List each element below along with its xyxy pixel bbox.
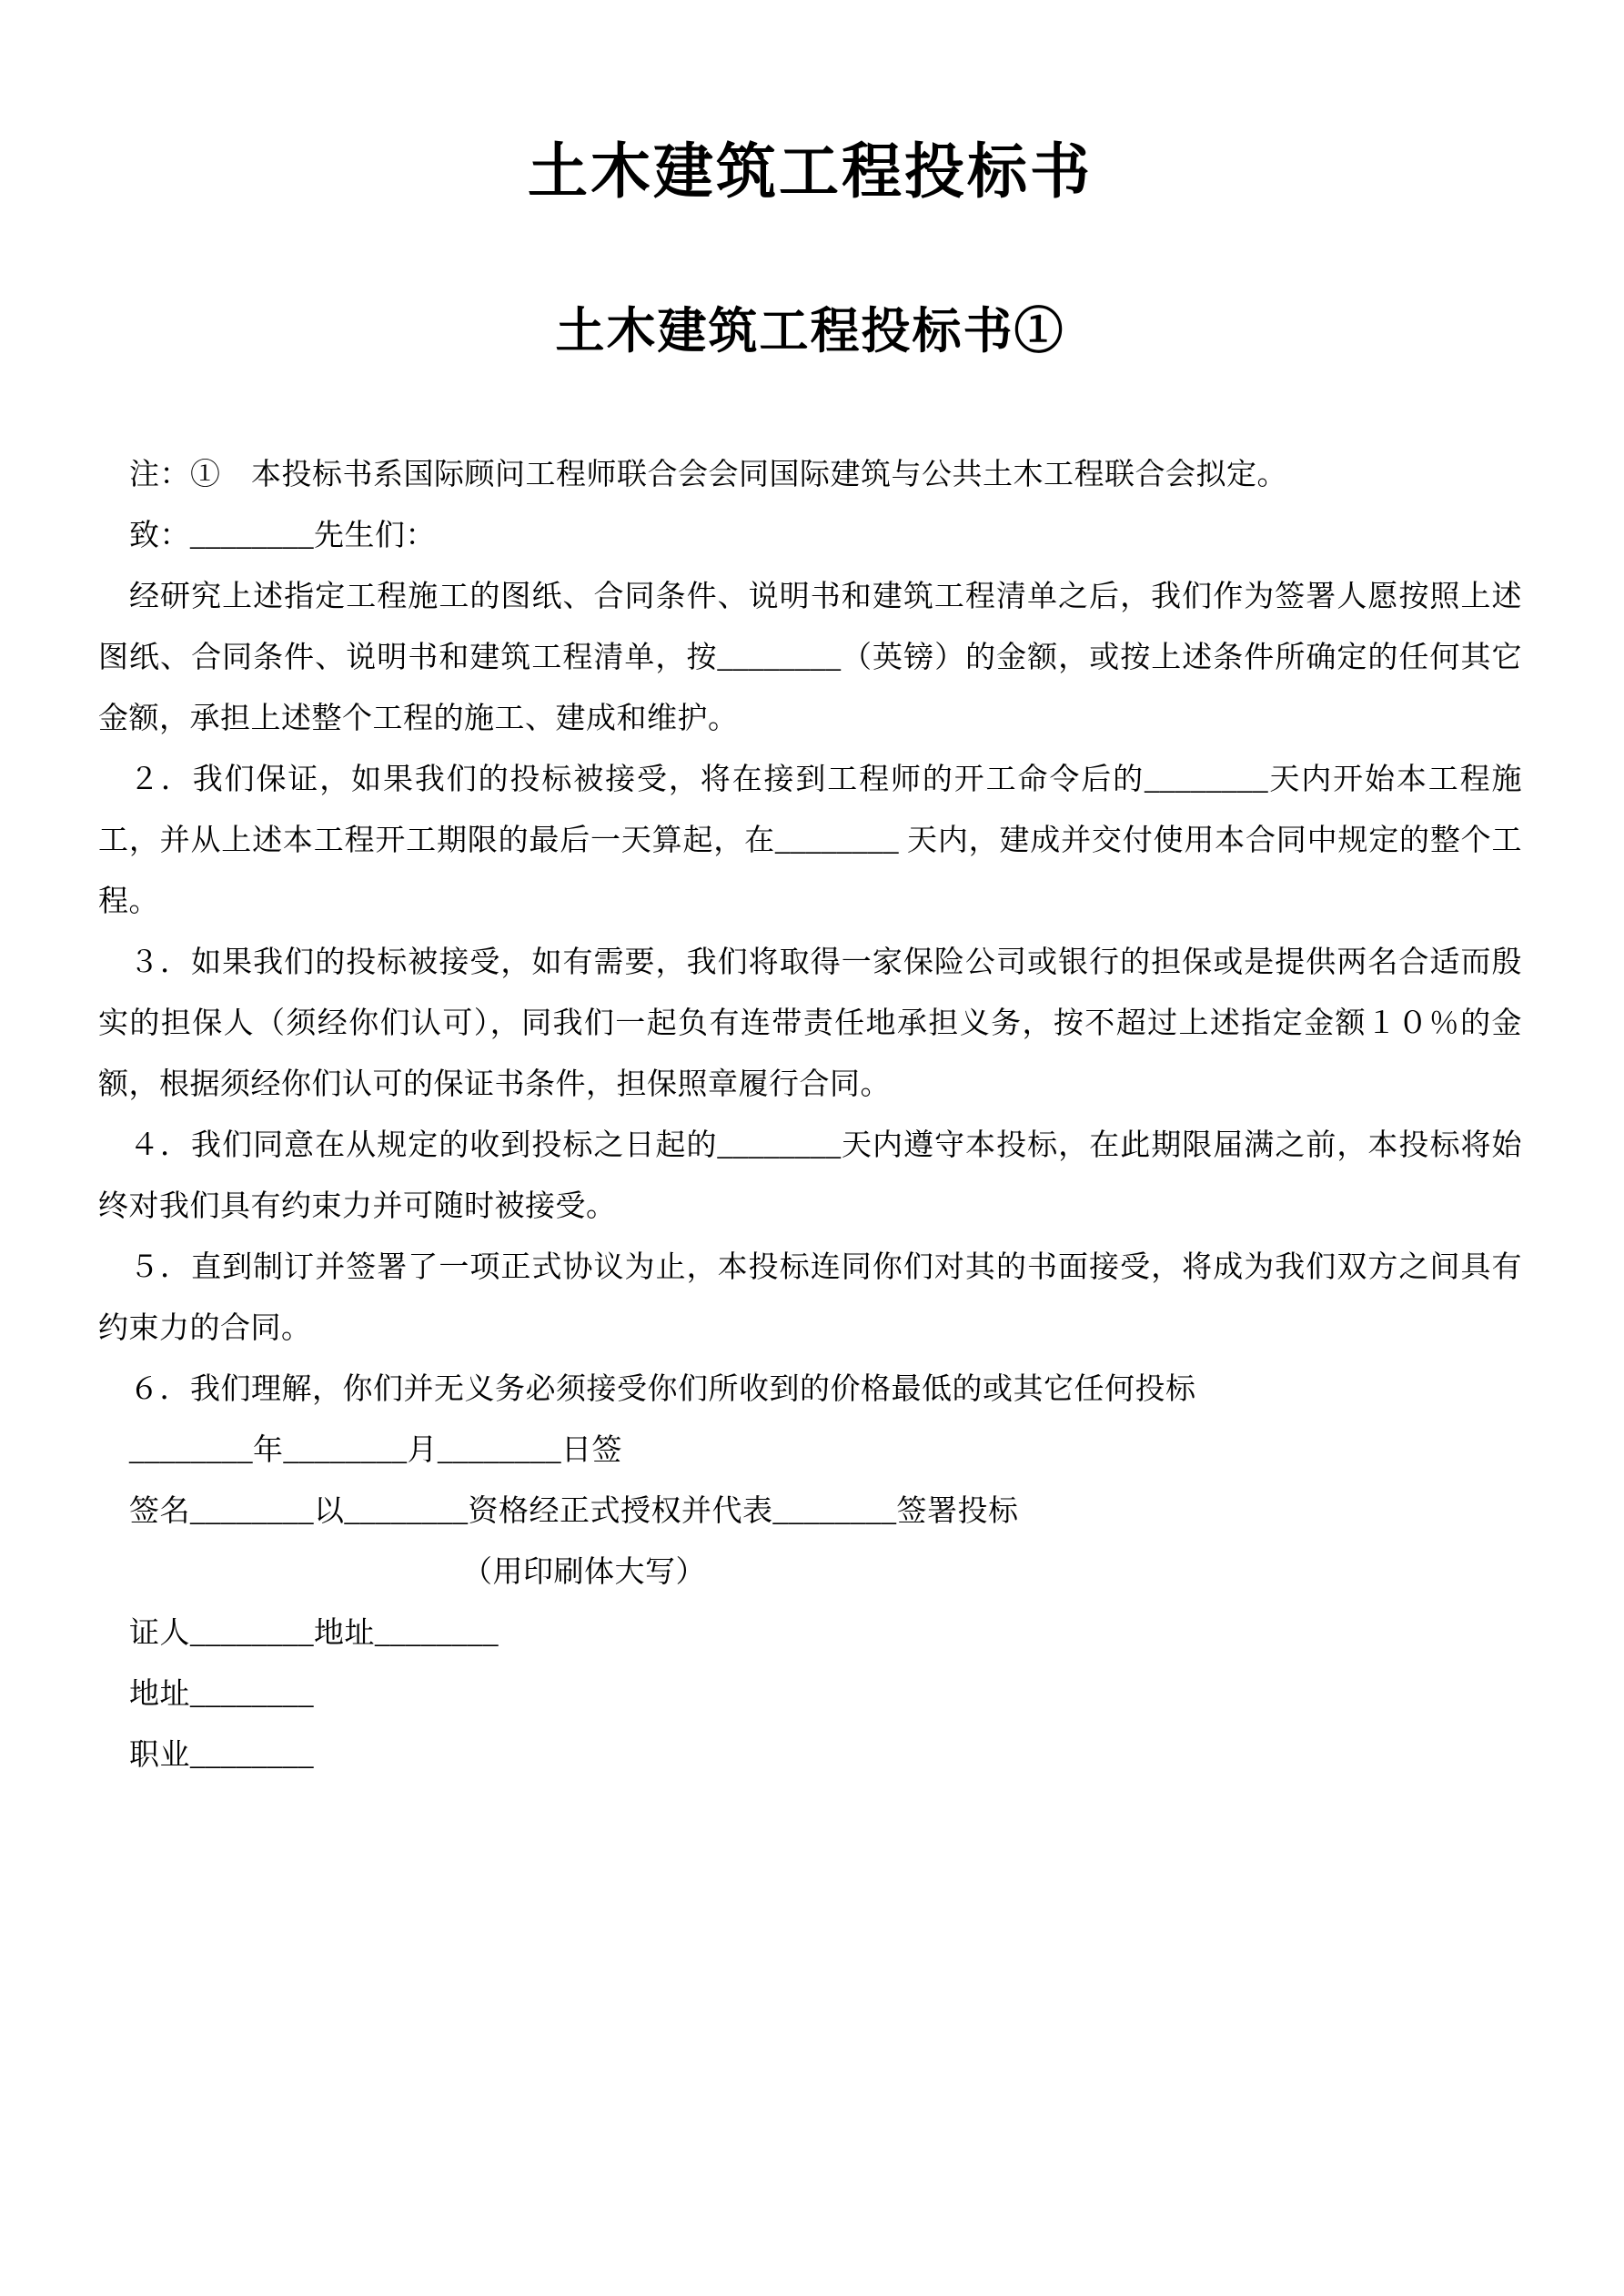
clause-2: ２．我们保证，如果我们的投标被接受，将在接到工程师的开工命令后的________天内开始本工程施工，并从上述本工程开工期限的最后一天算起，在________ 天内，建成并交付使用本合同中规定的整个工程。 <box>98 763 1522 918</box>
witness-line: 证人________地址________ <box>129 1616 499 1650</box>
document-title: 土木建筑工程投标书 <box>528 139 1093 206</box>
date-signature-line: ________年________月________日签 <box>129 1433 622 1467</box>
clause-6: ６．我们理解，你们并无义务必须接受你们所收到的价格最低的或其它任何投标 <box>129 1372 1196 1406</box>
clause-1: 经研究上述指定工程施工的图纸、合同条件、说明书和建筑工程清单之后，我们作为签署人愿按照上述图纸、合同条件、说明书和建筑工程清单，按________（英镑）的金额，或按上述条件所确定的任何其它金额，承担上述整个工程的施工、建成和维护。 <box>98 580 1522 735</box>
clause-4: ４．我们同意在从规定的收到投标之日起的________天内遵守本投标，在此期限届满之前，本投标将始终对我们具有约束力并可随时被接受。 <box>98 1128 1522 1223</box>
document-body <box>98 445 1522 1786</box>
clause-5: ５．直到制订并签署了一项正式协议为止，本投标连同你们对其的书面接受，将成为我们双方之间具有约束力的合同。 <box>98 1250 1522 1345</box>
clause-3: ３．如果我们的投标被接受，如有需要，我们将取得一家保险公司或银行的担保或是提供两名合适而殷实的担保人（须经你们认可），同我们一起负有连带责任地承担义务，按不超过上述指定金额１０％的金额，根据须经你们认可的保证书条件，担保照章履行合同。 <box>98 946 1522 1101</box>
print-capitals-note: （用印刷体大写） <box>462 1555 706 1589</box>
section-title: 土木建筑工程投标书① <box>555 304 1065 359</box>
note-line: 注：① 本投标书系国际顾问工程师联合会会同国际建筑与公共土木工程联合会拟定。 <box>129 458 1287 491</box>
signature-line: 签名________以________资格经正式授权并代表________签署投标 <box>129 1494 1019 1528</box>
occupation-line: 职业________ <box>129 1738 314 1772</box>
address-line: 地址________ <box>129 1677 314 1711</box>
addressee-line: 致：________先生们： <box>129 519 436 552</box>
